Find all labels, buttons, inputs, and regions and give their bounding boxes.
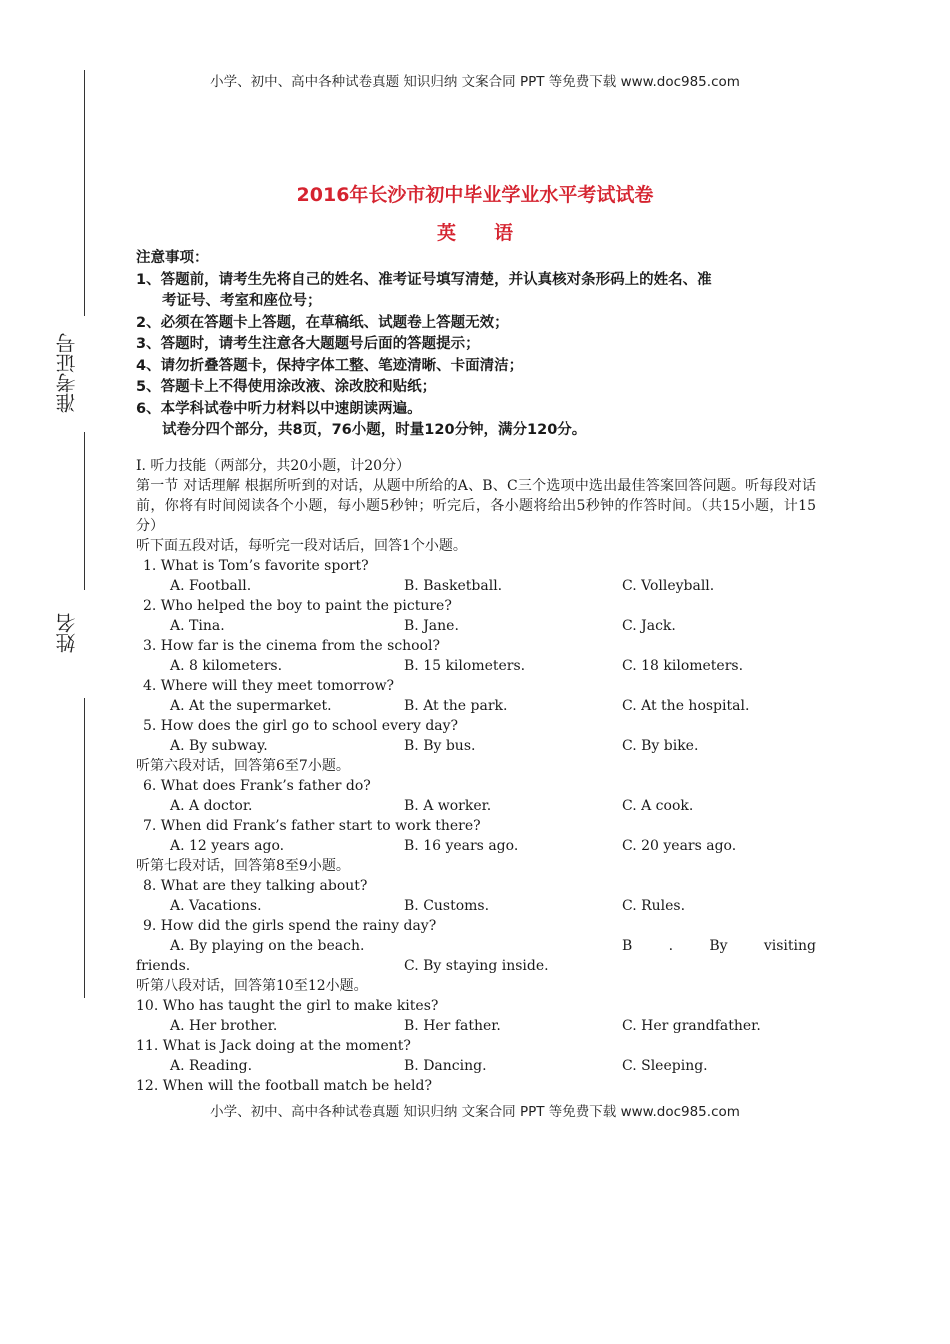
option-a: A. A doctor. [170,798,253,814]
option-a: A. Vacations. [170,898,262,914]
option-c: C. By staying inside. [404,958,549,974]
option-b: B. Customs. [404,898,490,914]
name-label: 姓名 [55,613,79,653]
option-b: B. Her father. [404,1018,501,1034]
options-4 [136,696,816,716]
instruction: 听第八段对话，回答第10至12小题。 [136,978,368,994]
section-title: I. 听力技能（两部分，共20小题，计20分） [136,458,411,474]
notice-item: 试卷分四个部分，共8页，76小题，时量120分钟，满分120分。 [162,422,587,438]
instruction: 听第六段对话，回答第6至7小题。 [136,758,350,774]
section-intro: 第一节 对话理解 根据所听到的对话，从题中所给的A、B、C三个选项中选出最佳答案回答问题。听每段对话前，你将有时间阅读各个小题，每小题5秒钟；听完后，各小题将给出5秒钟的作答时间。（共15小题，计15分） [136,478,816,534]
option-c: C. By bike. [622,738,699,754]
option-a: A. 12 years ago. [170,838,285,854]
options-7 [136,836,816,856]
option-b: B. By bus. [404,738,476,754]
option-c: C. 20 years ago. [622,838,737,854]
option-c: C. Volleyball. [622,578,715,594]
page-header: 小学、初中、高中各种试卷真题 知识归纳 文案合同 PPT 等免费下载 www.doc985.com [210,74,740,90]
notice-item: 4、请勿折叠答题卡，保持字体工整、笔迹清晰、卡面清洁； [136,357,524,374]
question-10: 10. Who has taught the girl to make kites? [136,998,439,1014]
options-1 [136,576,816,596]
options-9 [136,936,816,956]
options-6 [136,796,816,816]
question-6: 6. What does Frank’s father do? [143,778,371,794]
option-c: C. Sleeping. [622,1058,708,1074]
page-footer: 小学、初中、高中各种试卷真题 知识归纳 文案合同 PPT 等免费下载 www.doc985.com [210,1104,740,1120]
question-3: 3. How far is the cinema from the school? [143,638,441,654]
option-c: C. 18 kilometers. [622,658,744,674]
option-b: B. Basketball. [404,578,503,594]
option-a: A. Football. [170,578,252,594]
option-a: A. Her brother. [170,1018,278,1034]
question-2: 2. Who helped the boy to paint the picture? [143,598,452,614]
option-b: B. 16 years ago. [404,838,519,854]
notice-heading: 注意事项： [136,250,209,266]
option-c: C. A cook. [622,798,694,814]
question-8: 8. What are they talking about? [143,878,368,894]
option-c: C. Rules. [622,898,686,914]
notice-item: 考证号、考室和座位号； [162,293,322,309]
listening-section [136,456,816,1096]
exam-number-label: 准考证号 [55,333,79,413]
option-a: A. Tina. [170,618,225,634]
options-10 [136,1016,816,1036]
option-a: A. At the supermarket. [170,698,332,714]
option-c: C. Her grandfather. [622,1018,761,1034]
subject-title: 英语 [436,222,551,244]
exam-title: 2016年长沙市初中毕业学业水平考试试卷 [296,184,654,206]
notice-item: 5、答题卡上不得使用涂改液、涂改胶和贴纸； [136,379,437,395]
options-3 [136,656,816,676]
question-1: 1. What is Tom’s favorite sport? [143,558,369,574]
notice-item: 2、必须在答题卡上答题，在草稿纸、试题卷上答题无效； [136,314,509,331]
option-b-cont: friends. [136,958,191,974]
option-b: B. At the park. [404,698,508,714]
question-7: 7. When did Frank’s father start to work there? [143,818,481,834]
options-2 [136,616,816,636]
option-a: A. By playing on the beach. [170,938,365,954]
option-b: B. A worker. [404,798,492,814]
question-5: 5. How does the girl go to school every day? [143,718,459,734]
options-9-cont [136,956,816,976]
option-b: B. Dancing. [404,1058,487,1074]
option-c: C. Jack. [622,618,676,634]
question-9: 9. How did the girls spend the rainy day? [143,918,437,934]
option-c: C. At the hospital. [622,698,750,714]
options-8 [136,896,816,916]
option-a: A. Reading. [170,1058,253,1074]
option-b: B. Jane. [404,618,459,634]
option-b: B. 15 kilometers. [404,658,526,674]
notice-item: 1、答题前，请考生先将自己的姓名、准考证号填写清楚，并认真核对条形码上的姓名、准 [136,271,712,288]
notice-item: 6、本学科试卷中听力材料以中速朗读两遍。 [136,400,422,417]
instruction: 听第七段对话，回答第8至9小题。 [136,858,350,874]
binding-rule [84,432,85,590]
question-4: 4. Where will they meet tomorrow? [143,678,395,694]
option-a: A. By subway. [170,738,268,754]
options-5 [136,736,816,756]
option-b: B . By visiting [622,938,816,954]
option-a: A. 8 kilometers. [170,658,283,674]
options-11 [136,1056,816,1076]
binding-rule [84,698,85,998]
question-12: 12. When will the football match be held? [136,1078,432,1094]
notice-item: 3、答题时，请考生注意各大题题号后面的答题提示； [136,336,480,352]
question-11: 11. What is Jack doing at the moment? [136,1038,411,1054]
notice-block [136,248,826,442]
instruction: 听下面五段对话，每听完一段对话后，回答1个小题。 [136,538,467,554]
